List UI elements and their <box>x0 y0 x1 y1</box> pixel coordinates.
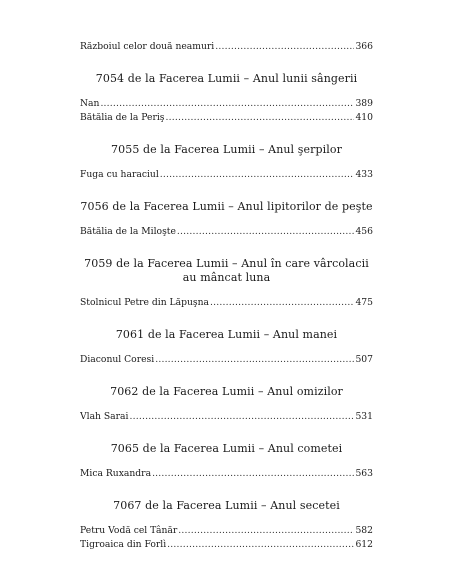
toc-section <box>80 200 373 239</box>
entry-page-number: 433 <box>355 169 373 180</box>
table-of-contents <box>80 40 373 552</box>
toc-entry[interactable] <box>80 97 373 111</box>
toc-section <box>80 385 373 424</box>
entry-title: Vlah Sarai <box>80 411 129 422</box>
entry-title: Bătălia de la Miloşte <box>80 226 176 237</box>
toc-entry[interactable] <box>80 296 373 310</box>
entry-title: Stolnicul Petre din Lăpuşna <box>80 297 210 308</box>
section-heading <box>80 442 373 456</box>
section-heading <box>80 72 373 86</box>
section-heading <box>80 385 373 399</box>
section-heading <box>80 499 373 513</box>
section-heading-line: 7062 de la Facerea Lumii – Anul omizilor <box>110 385 343 398</box>
section-heading <box>80 257 373 285</box>
toc-entry[interactable] <box>80 225 373 239</box>
entry-title: Nan <box>80 98 100 109</box>
leader-dots <box>155 353 354 366</box>
toc-entry[interactable] <box>80 111 373 125</box>
entry-page-number: 410 <box>355 112 373 123</box>
leader-dots <box>215 40 354 53</box>
entry-page-number: 456 <box>355 226 373 237</box>
leader-dots <box>177 225 355 238</box>
entry-page-number: 563 <box>355 468 373 479</box>
toc-entry[interactable] <box>80 467 373 481</box>
entry-title: Mica Ruxandra <box>80 468 152 479</box>
toc-entry[interactable] <box>80 40 373 54</box>
section-heading-line: 7061 de la Facerea Lumii – Anul manei <box>115 328 338 341</box>
toc-section <box>80 328 373 367</box>
section-heading <box>80 143 373 157</box>
toc-entry[interactable] <box>80 538 373 552</box>
section-heading-line: au mâncat luna <box>182 271 271 284</box>
leader-dots <box>129 410 354 423</box>
entry-page-number: 582 <box>355 525 373 536</box>
entry-page-number: 389 <box>355 98 373 109</box>
section-heading-line: 7067 de la Facerea Lumii – Anul secetei <box>113 499 340 512</box>
leader-dots <box>152 467 354 480</box>
leader-dots <box>178 524 354 537</box>
leader-dots <box>160 168 355 181</box>
toc-section <box>80 442 373 481</box>
entry-title: Tigroaica din Forlì <box>80 539 167 550</box>
section-heading-line: 7054 de la Facerea Lumii – Anul lunii sângerii <box>95 72 358 85</box>
entry-page-number: 507 <box>355 354 373 365</box>
section-heading-line: 7059 de la Facerea Lumii – Anul în care vârcolacii <box>84 257 369 270</box>
leader-dots <box>167 538 354 551</box>
section-heading <box>80 200 373 214</box>
section-heading-line: 7055 de la Facerea Lumii – Anul şerpilor <box>111 143 342 156</box>
toc-entry[interactable] <box>80 410 373 424</box>
toc-entry[interactable] <box>80 524 373 538</box>
leader-dots <box>210 296 354 309</box>
toc-entry[interactable] <box>80 168 373 182</box>
leader-dots <box>100 97 354 110</box>
toc-section <box>80 72 373 125</box>
leader-dots <box>166 111 355 124</box>
toc-entry[interactable] <box>80 353 373 367</box>
entry-page-number: 366 <box>355 41 373 52</box>
toc-sections <box>80 72 373 552</box>
entry-page-number: 475 <box>355 297 373 308</box>
entry-title: Bătălia de la Periş <box>80 112 165 123</box>
toc-section <box>80 499 373 552</box>
entry-title: Diaconul Coresi <box>80 354 155 365</box>
section-heading-line: 7065 de la Facerea Lumii – Anul cometei <box>110 442 343 455</box>
entry-title: Petru Vodă cel Tânăr <box>80 525 178 536</box>
entry-title: Fuga cu haraciul <box>80 169 159 180</box>
entry-page-number: 531 <box>355 411 373 422</box>
toc-section <box>80 143 373 182</box>
entry-page-number: 612 <box>355 539 373 550</box>
section-heading-line: 7056 de la Facerea Lumii – Anul lipitorilor de peşte <box>80 200 373 213</box>
toc-section <box>80 257 373 310</box>
entry-title: Războiul celor două neamuri <box>80 41 215 52</box>
section-heading <box>80 328 373 342</box>
